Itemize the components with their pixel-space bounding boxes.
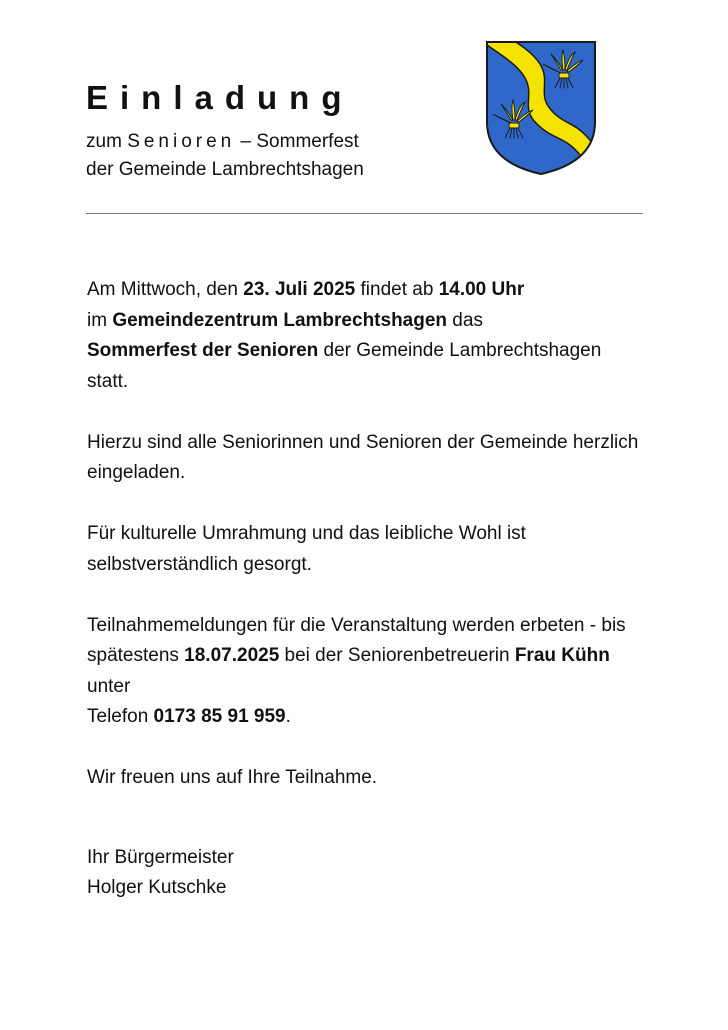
text: der Gemeinde Lambrechtshagen statt. bbox=[87, 340, 602, 392]
signature-name: Holger Kutschke bbox=[87, 877, 227, 898]
text: Teilnahmemeldungen für die Veranstaltung werden erbeten - bis spätestens bbox=[87, 614, 626, 666]
text: Am Mittwoch, den bbox=[87, 279, 244, 300]
registration-deadline: 18.07.2025 bbox=[184, 645, 280, 666]
text: bei der Seniorenbetreuerin bbox=[279, 645, 515, 666]
subtitle-suffix: – Sommerfest bbox=[235, 131, 359, 152]
text: im bbox=[87, 309, 113, 331]
event-venue: Gemeindezentrum Lambrechtshagen bbox=[112, 309, 448, 331]
subtitle-line-2: der Gemeinde Lambrechtshagen bbox=[86, 159, 364, 180]
invitation-title: Einladung bbox=[86, 79, 354, 116]
coat-of-arms-icon bbox=[485, 40, 597, 176]
paragraph-catering: Für kulturelle Umrahmung und das leibliche Wohl ist selbstverständlich gesorgt. bbox=[87, 523, 526, 575]
signature-role: Ihr Bürgermeister bbox=[87, 847, 234, 868]
text: findet ab bbox=[355, 279, 439, 300]
invitation-body bbox=[87, 275, 647, 824]
subtitle-prefix: zum bbox=[86, 131, 128, 152]
paragraph-closing: Wir freuen uns auf Ihre Teilnahme. bbox=[87, 767, 378, 788]
paragraph-invitation: Hierzu sind alle Seniorinnen und Senioren der Gemeinde herzlich eingeladen. bbox=[87, 431, 639, 483]
contact-person: Frau Kühn bbox=[514, 645, 610, 666]
subtitle-spaced-word: Senioren bbox=[127, 131, 236, 152]
event-time: 14.00 Uhr bbox=[438, 279, 525, 300]
text: unter bbox=[87, 675, 131, 697]
event-date: 23. Juli 2025 bbox=[243, 279, 356, 300]
text: Telefon bbox=[87, 706, 154, 727]
text: . bbox=[285, 706, 291, 727]
contact-phone: 0173 85 91 959 bbox=[153, 706, 286, 727]
subtitle bbox=[86, 128, 364, 184]
event-name: Sommerfest der Senioren bbox=[87, 340, 319, 361]
paragraph-event-details bbox=[87, 275, 647, 397]
subtitle-line-1 bbox=[86, 128, 364, 156]
signature-block bbox=[87, 843, 234, 903]
paragraph-registration bbox=[87, 611, 647, 733]
text: das bbox=[447, 309, 483, 331]
header-divider bbox=[86, 213, 643, 214]
